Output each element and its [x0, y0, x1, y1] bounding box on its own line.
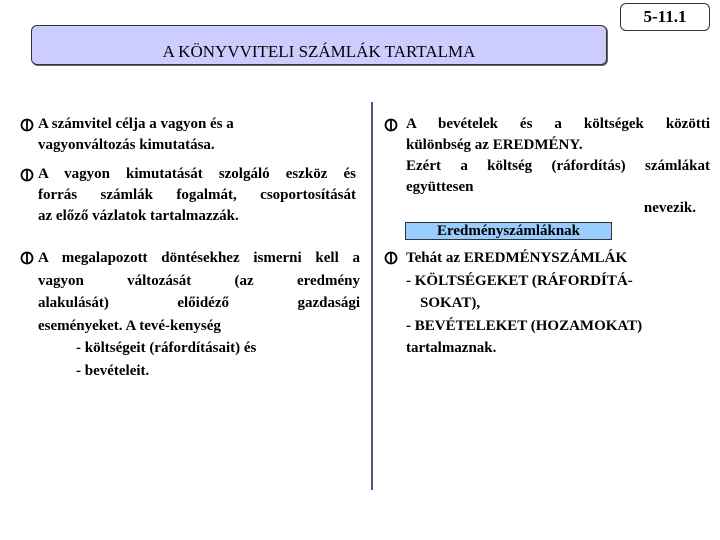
text-line: Tehát az EREDMÉNYSZÁMLÁK	[406, 250, 628, 266]
right-paragraph-2	[406, 247, 710, 360]
text-line: A vagyon kimutatását szolgáló eszköz és	[38, 166, 356, 182]
slide-title-box	[31, 25, 607, 65]
highlight-box	[405, 222, 612, 240]
slide-code: 5-11.1	[643, 7, 687, 26]
slide-code-badge	[620, 3, 710, 31]
text-line: az előző vázlatok tartalmazzák.	[38, 208, 239, 224]
left-paragraph-3	[38, 247, 360, 382]
text-line: - KÖLTSÉGEKET (RÁFORDÍTÁ-	[406, 272, 633, 289]
text-line: - BEVÉTELEKET (HOZAMOKAT)	[406, 317, 643, 334]
text-line: alakulását) előidéző gazdasági	[38, 295, 360, 311]
text-line: A megalapozott döntésekhez ismerni kell a	[38, 250, 360, 266]
text-line: A bevételek és a költségek közötti	[406, 116, 710, 132]
right-paragraph-1	[406, 114, 710, 219]
left-paragraph-2	[38, 164, 356, 227]
left-paragraph-1	[38, 114, 278, 156]
text-line: vagyon változását (az eredmény	[38, 272, 360, 289]
bullet-icon	[20, 168, 34, 182]
text-line: - bevételeit.	[76, 362, 150, 379]
text-line: tartalmaznak.	[406, 340, 497, 356]
text-line: forrás számlák fogalmát, csoportosítását	[38, 187, 356, 203]
text-line: vagyonváltozás kimutatása.	[38, 137, 215, 153]
bullet-icon	[384, 251, 398, 265]
highlight-text: Eredményszámláknak	[436, 223, 581, 239]
slide-title: A KÖNYVVITELI SZÁMLÁK TARTALMA	[162, 42, 476, 61]
text-line: együttesen	[406, 179, 474, 195]
bullet-icon	[384, 118, 398, 132]
text-line: SOKAT),	[420, 295, 481, 311]
bullet-icon	[20, 251, 34, 265]
text-line: nevezik.	[643, 200, 696, 216]
text-line: A számvitel célja a vagyon és a	[38, 116, 234, 132]
column-divider	[371, 102, 373, 490]
text-line: - költségeit (ráfordításait) és	[76, 340, 257, 356]
text-line: eseményeket. A tevé-kenység	[38, 317, 221, 334]
text-line: különbség az EREDMÉNY.	[406, 137, 583, 153]
text-line: Ezért a költség (ráfordítás) számlákat	[406, 158, 710, 174]
bullet-icon	[20, 118, 34, 132]
